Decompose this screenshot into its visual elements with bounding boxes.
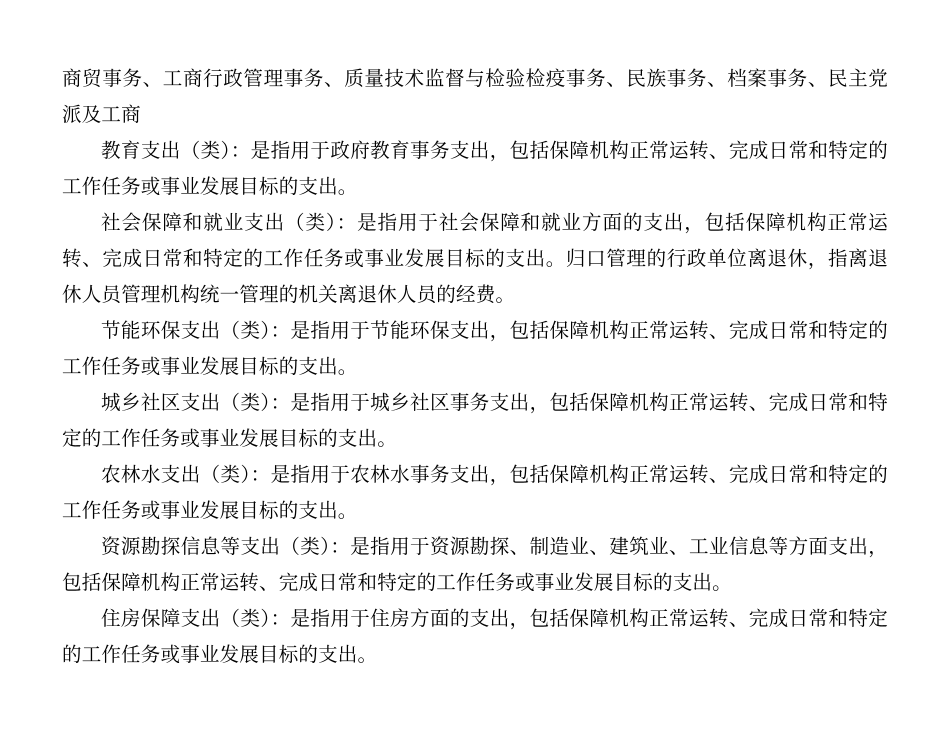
paragraph: 节能环保支出（类）：是指用于节能环保支出，包括保障机构正常运转、完成日常和特定的工作任务或事业发展目标的支出。 [62, 321, 888, 378]
paragraph: 资源勘探信息等支出（类）：是指用于资源勘探、制造业、建筑业、工业信息等方面支出，包括保障机构正常运转、完成日常和特定的工作任务或事业发展目标的支出。 [62, 537, 888, 594]
document-body [62, 62, 888, 674]
paragraph: 住房保障支出（类）：是指用于住房方面的支出，包括保障机构正常运转、完成日常和特定的工作任务或事业发展目标的支出。 [62, 609, 888, 666]
paragraph: 农林水支出（类）：是指用于农林水事务支出，包括保障机构正常运转、完成日常和特定的工作任务或事业发展目标的支出。 [62, 465, 888, 522]
paragraph: 城乡社区支出（类）：是指用于城乡社区事务支出，包括保障机构正常运转、完成日常和特定的工作任务或事业发展目标的支出。 [62, 393, 888, 450]
paragraph: 教育支出（类）：是指用于政府教育事务支出，包括保障机构正常运转、完成日常和特定的工作任务或事业发展目标的支出。 [62, 141, 888, 198]
paragraph: 社会保障和就业支出（类）：是指用于社会保障和就业方面的支出，包括保障机构正常运转、完成日常和特定的工作任务或事业发展目标的支出。归口管理的行政单位离退休，指离退休人员管理机构统一管理的机关离退休人员的经费。 [62, 213, 888, 306]
paragraph: 商贸事务、工商行政管理事务、质量技术监督与检验检疫事务、民族事务、档案事务、民主党派及工商 [62, 69, 888, 126]
